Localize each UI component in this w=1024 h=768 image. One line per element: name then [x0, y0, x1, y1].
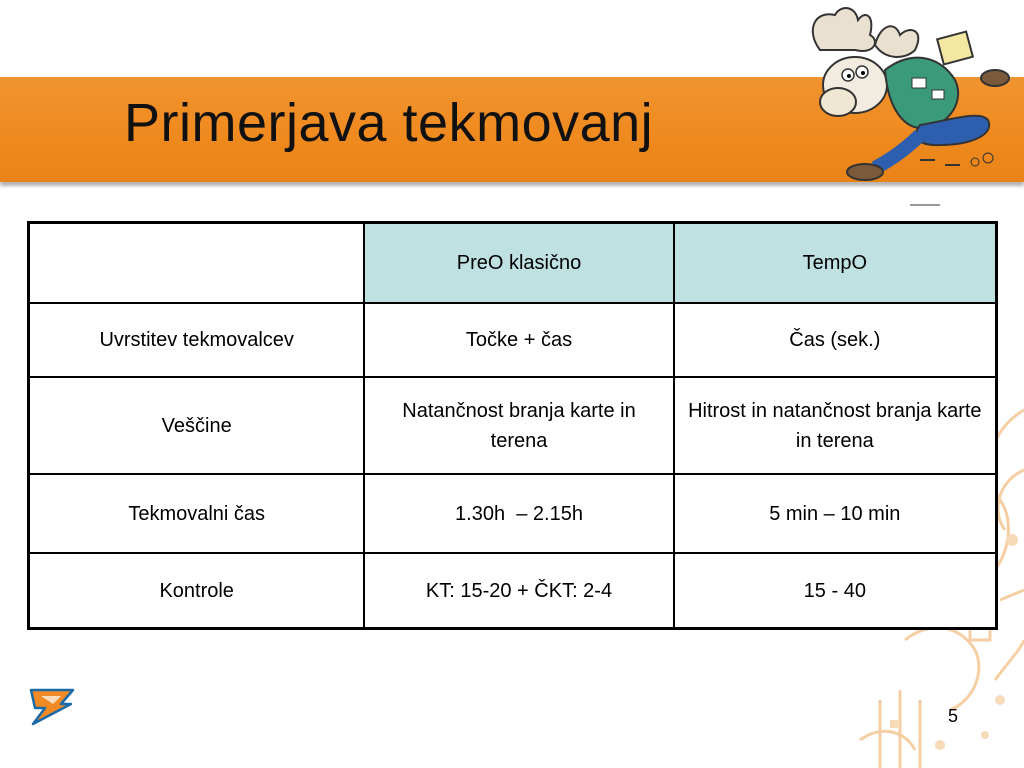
table-header-cell-empty [29, 223, 365, 304]
page-number: 5 [948, 706, 959, 726]
table-cell: Hitrost in natančnost branja karte in terena [674, 377, 997, 474]
table-cell: KT: 15-20 + ČKT: 2-4 [364, 553, 673, 629]
table-cell: Točke + čas [364, 303, 673, 377]
table-row [29, 303, 997, 377]
table-header-cell: PreO klasično [364, 223, 673, 304]
table-cell: 5 min – 10 min [674, 474, 997, 553]
table-row [29, 377, 997, 474]
table-cell: Natančnost branja karte in terena [364, 377, 673, 474]
table-row-label: Tekmovalni čas [29, 474, 365, 553]
table-cell: Čas (sek.) [674, 303, 997, 377]
moose-mascot-icon [800, 0, 1024, 210]
orienteering-logo-icon [27, 684, 77, 728]
table-header-row [29, 223, 997, 304]
table-header-cell: TempO [674, 223, 997, 304]
table-cell: 15 - 40 [674, 553, 997, 629]
table-row-label: Kontrole [29, 553, 365, 629]
table-row-label: Veščine [29, 377, 365, 474]
table-row [29, 474, 997, 553]
page-title: Primerjava tekmovanj [124, 93, 654, 153]
table-row-label: Uvrstitev tekmovalcev [29, 303, 365, 377]
table-cell: 1.30h – 2.15h [364, 474, 673, 553]
comparison-table [27, 221, 998, 630]
table-row [29, 553, 997, 629]
